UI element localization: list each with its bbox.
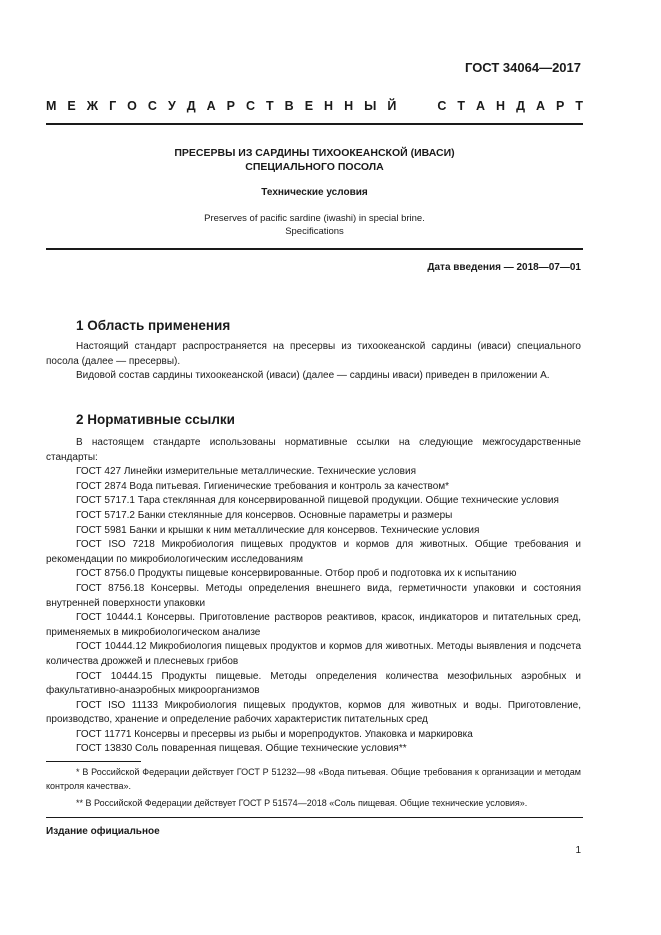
- banner-letter: У: [167, 99, 176, 113]
- banner-letter: Р: [556, 99, 565, 113]
- reference-item: ГОСТ 427 Линейки измерительные металлические. Технические условия: [76, 466, 416, 478]
- effective-date: Дата введения — 2018—07—01: [427, 262, 581, 273]
- official-edition-label: Издание официальное: [46, 826, 160, 837]
- paragraph: Видовой состав сардины тихоокеанской (иваси) (далее — сардины иваси) приведен в приложении А.: [76, 370, 550, 382]
- banner-letter: В: [284, 99, 294, 113]
- section-1-heading: 1 Область применения: [76, 318, 231, 333]
- title-line-2: СПЕЦИАЛЬНОГО ПОСОЛА: [245, 161, 384, 173]
- title-line-1: ПРЕСЕРВЫ ИЗ САРДИНЫ ТИХООКЕАНСКОЙ (ИВАСИ): [174, 147, 455, 159]
- footnote-rule: [46, 761, 141, 762]
- section-2-heading: 2 Нормативные ссылки: [76, 412, 235, 427]
- banner-letter: Й: [387, 99, 397, 113]
- banner-letter: Р: [226, 99, 235, 113]
- reference-item: ГОСТ 8756.0 Продукты пищевые консервированные. Отбор проб и подготовка их к испытанию: [76, 568, 517, 580]
- section-2-body: [46, 436, 581, 757]
- banner-letter: Н: [496, 99, 506, 113]
- banner-letter: Ы: [364, 99, 377, 113]
- footnote: ** В Российской Федерации действует ГОСТ Р 51574—2018 «Соль пищевая. Общие технические условия».: [76, 798, 528, 808]
- banner-letter: Г: [109, 99, 117, 113]
- banner-letter: [407, 99, 411, 113]
- banner-letter: Д: [516, 99, 525, 113]
- footnotes: [46, 766, 581, 811]
- banner-letter: Д: [186, 99, 196, 113]
- reference-item: ГОСТ ISO 11133 Микробиология пищевых продуктов, кормов для животных и воды. Приготовление, производство, хранение и определение рабочих характеристик питательных сред: [46, 699, 581, 726]
- footnote: * В Российской Федерации действует ГОСТ Р 51232—98 «Вода питьевая. Общие требования к организации и методам контроля качества».: [46, 767, 581, 791]
- reference-item: ГОСТ 11771 Консервы и пресервы из рыбы и морепродуктов. Упаковка и маркировка: [76, 728, 473, 740]
- interstate-standard-banner: [46, 99, 583, 113]
- reference-item: ГОСТ 5981 Банки и крышки к ним металлические для консервов. Технические условия: [76, 524, 480, 536]
- document-title: [46, 146, 583, 174]
- banner-letter: А: [535, 99, 546, 113]
- reference-item: ГОСТ ISO 7218 Микробиология пищевых продуктов и кормов для животных. Общие требования и рекомендации по микробиологическим исследованиям: [46, 539, 581, 565]
- banner-letter: С: [246, 99, 256, 113]
- document-subtitle: Технические условия: [261, 187, 368, 198]
- banner-letter: Ж: [86, 99, 99, 113]
- reference-item: ГОСТ 5717.2 Банки стеклянные для консервов. Основные параметры и размеры: [76, 509, 453, 521]
- banner-letter: А: [206, 99, 216, 113]
- page-number: 1: [575, 845, 581, 856]
- reference-item: ГОСТ 2874 Вода питьевая. Гигиенические требования и контроль за качеством*: [76, 480, 450, 492]
- reference-item: ГОСТ 10444.1 Консервы. Приготовление растворов реактивов, красок, индикаторов и питательных сред, применяемых в микробиологическом анализе: [46, 612, 581, 638]
- header-rule: [46, 123, 583, 125]
- banner-letter: Н: [324, 99, 334, 113]
- banner-letter: [422, 99, 426, 113]
- banner-letter: А: [476, 99, 486, 113]
- reference-item: ГОСТ 5717.1 Тара стеклянная для консервированной пищевой продукции. Общие технические условия: [76, 495, 559, 507]
- banner-letter: Н: [344, 99, 354, 113]
- banner-letter: Е: [67, 99, 76, 113]
- english-title-line-2: Specifications: [285, 226, 344, 237]
- banner-letter: Т: [266, 99, 274, 113]
- banner-letter: С: [147, 99, 157, 113]
- banner-letter: Т: [575, 99, 583, 113]
- footer-rule: [46, 817, 583, 818]
- title-rule: [46, 248, 583, 250]
- paragraph: В настоящем стандарте использованы нормативные ссылки на следующие межгосударственные стандарты:: [46, 437, 581, 463]
- banner-letter: Е: [304, 99, 314, 113]
- section-1-body: [46, 340, 581, 384]
- banner-letter: О: [127, 99, 137, 113]
- reference-item: ГОСТ 10444.15 Продукты пищевые. Методы определения количества мезофильных аэробных и факультативно-анаэробных микроорганизмов: [46, 670, 581, 697]
- english-title: [46, 212, 583, 238]
- banner-letter: С: [437, 99, 447, 113]
- paragraph: Настоящий стандарт распространяется на пресервы из тихоокеанской сардины (иваси) специального посола (далее — пресервы).: [46, 341, 581, 367]
- banner-letter: Т: [457, 99, 466, 113]
- standard-code: ГОСТ 34064—2017: [465, 60, 581, 75]
- reference-item: ГОСТ 8756.18 Консервы. Методы определения внешнего вида, герметичности упаковки и состояния внутренней поверхности упаковки: [46, 582, 581, 609]
- reference-item: ГОСТ 10444.12 Микробиология пищевых продуктов и кормов для животных. Методы выявления и подсчета количества дрожжей и плесневых грибов: [46, 641, 581, 667]
- english-title-line-1: Preserves of pacific sardine (iwashi) in special brine.: [204, 213, 425, 224]
- banner-letter: М: [46, 99, 57, 113]
- reference-item: ГОСТ 13830 Соль поваренная пищевая. Общие технические условия**: [76, 743, 407, 755]
